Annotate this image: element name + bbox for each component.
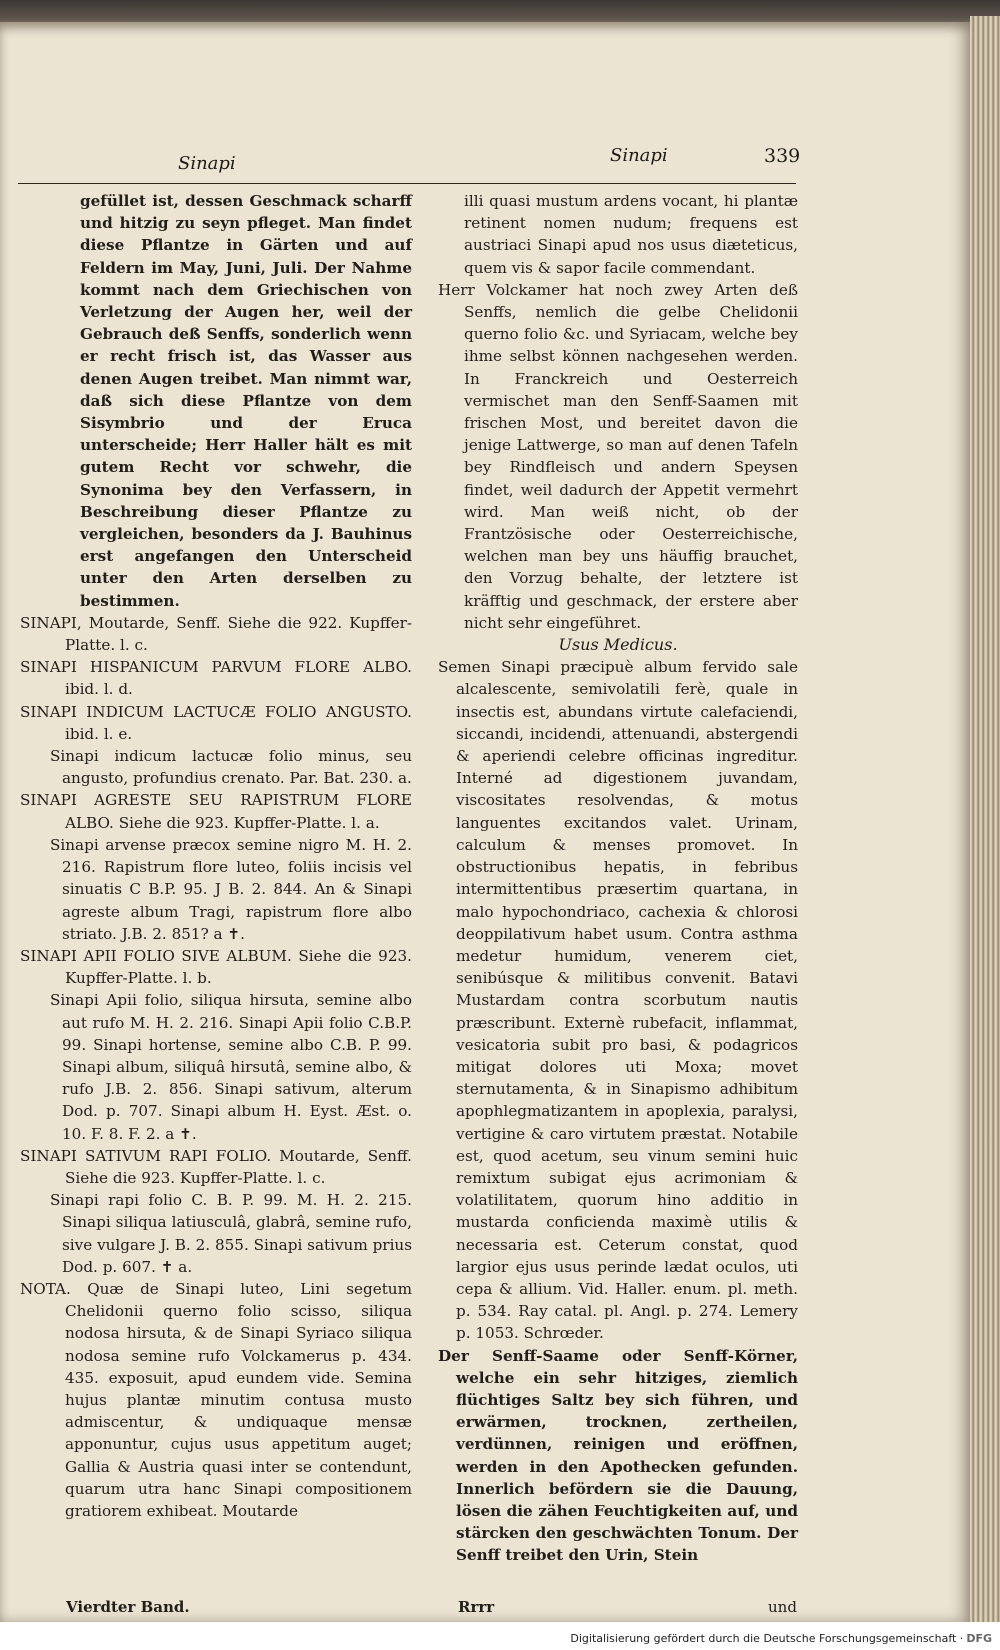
- credit-text: Digitalisierung gefördert durch die Deutsche Forschungsgemeinschaft ·: [570, 1632, 964, 1645]
- nota-paragraph: NOTA. Quæ de Sinapi luteo, Lini segetum Chelidonii querno folio scisso, siliqua nodosa hirsuta, & de Sinapi Syriaco siliqua nodosa semine rufo Volckamerus p. 434. 435. exposuit, apud eundem vide. Semina hujus plantæ minutim contusa musto admiscentur, & undiquaque mensæ apponuntur, cujus usus appetitum auget; Gallia & Austria quasi inter se contendunt, quarum utra hanc Sinapi compositionem gratiorem exhibeat. Moutarde: [20, 1279, 412, 1520]
- section-subtitle: Usus Medicus.: [558, 635, 678, 655]
- volume-signature: Vierdter Band.: [66, 1598, 190, 1616]
- page-stack-edge: [970, 16, 1000, 1628]
- synonym-paragraph: Sinapi rapi folio C. B. P. 99. M. H. 2. 215. Sinapi siliqua latiusculâ, glabrâ, semine rufo, sive vulgare J. B. 2. 855. Sinapi sativum prius Dod. p. 607. ✝ a.: [50, 1191, 412, 1276]
- page-header: [18, 145, 801, 185]
- synonym-paragraph: Sinapi arvense præcox semine nigro M. H. 2. 216. Rapistrum flore luteo, foliis incisis vel sinuatis C B.P. 95. J B. 2. 844. An & Sinapi agreste album Tragi, rapistrum flore albo striato. J.B. 2. 851? a ✝.: [50, 835, 412, 943]
- entry-heading: SINAPI, Moutarde, Senff. Siehe die 922. Kupffer-Platte. l. c.: [20, 613, 412, 655]
- entry-heading: SINAPI APII FOLIO SIVE ALBUM. Siehe die 923. Kupffer-Platte. l. b.: [20, 946, 412, 988]
- right-column: [438, 190, 798, 1567]
- entry-heading: SINAPI HISPANICUM PARVUM FLORE ALBO. ibid. l. d.: [20, 658, 412, 699]
- entry-heading: SINAPI AGRESTE SEU RAPISTRUM FLORE ALBO. Siehe die 923. Kupffer-Platte. l. a.: [20, 791, 412, 832]
- text-paragraph: Semen Sinapi præcipuè album fervido sale alcalescente, semivolatili ferè, quale in insectis est, abundans virtute calefaciendi, siccandi, incidendi, attenuandi, abstergendi & aperiendi celebre officinas ingreditur. Interné ad digestionem juvandam, viscositates resolvendas, & motus languentes excitandos valet. Urinam, calculum & menses promovet. In obstructionibus hepatis, in febribus intermittentibus præsertim quartana, in malo hypochondriaco, cachexia & chlorosi deoppilativum habet usum. Contra asthma medetur humidum, venerem ciet, senibúsque & militibus convenit. Batavi Mustardam contra scorbutum nautis præscribunt. Externè rubefacit, inflammat, vesicatoria subit pro basi, & podagricos mitigat dolores uti Moxa; movet sternutamenta, & in Sinapismo adhibitum apophlegmatizantem in apoplexia, paralysi, vertigine & caro virtutem præstat. Notabile est, quod acetum, seu vinum semini huic remixtum subigat ejus acrimoniam & volatilitatem, quorum hino additio in mustarda conficienda maximè utilis & necessaria est. Ceterum constat, quod largior ejus usus perinde lædat oculos, uti cepa & allium. Vid. Haller. enum. pl. meth. p. 534. Ray catal. pl. Angl. p. 274. Lemery p. 1053. Schrœder.: [438, 658, 798, 1343]
- gathering-signature: Rrrr: [458, 1598, 495, 1616]
- catchword: und: [768, 1598, 797, 1616]
- synonym-paragraph: Sinapi Apii folio, siliqua hirsuta, semine albo aut rufo M. H. 2. 216. Sinapi Apii folio C.B.P. 99. Sinapi hortense, semine albo C.B. P. 99. Sinapi album, siliquâ hirsutâ, semine albo, & rufo J.B. 2. 856. Sinapi sativum, alterum Dod. p. 707. Sinapi album H. Eyst. Æst. o. 10. F. 8. F. 2. a ✝.: [50, 991, 412, 1143]
- text-paragraph: illi quasi mustum ardens vocant, hi plantæ retinent nomen nudum; frequens est austriaci Sinapi apud nos usus diæteticus, quem vis & sapor facile commendant.: [464, 192, 798, 277]
- synonym-paragraph: Sinapi indicum lactucæ folio minus, seu angusto, profundius crenato. Par. Bat. 230. a.: [50, 747, 412, 788]
- page-number: 339: [764, 145, 801, 167]
- header-rule: [18, 183, 796, 184]
- entry-heading: SINAPI SATIVUM RAPI FOLIO. Moutarde, Senff. Siehe die 923. Kupffer-Platte. l. c.: [20, 1146, 412, 1187]
- running-title-left: Sinapi: [178, 153, 236, 174]
- dfg-logo: DFG: [966, 1632, 992, 1645]
- digitization-credit: [570, 1632, 992, 1645]
- left-column: [20, 190, 412, 1522]
- running-title-right: Sinapi: [610, 145, 668, 166]
- text-paragraph: Der Senff-Saame oder Senff-Körner, welche ein sehr hitziges, ziemlich flüchtiges Saltz bey sich führen, und erwärmen, trocknen, zertheilen, verdünnen, reinigen und eröffnen, werden in den Apothecken gefunden. Innerlich befördern sie die Dauung, lösen die zähen Feuchtigkeiten auf, und stärcken den geschwächten Tonum. Der Senff treibet den Urin, Stein: [438, 1346, 798, 1565]
- text-paragraph: Herr Volckamer hat noch zwey Arten deß Senffs, nemlich die gelbe Chelidonii querno folio &c. und Syriacam, welche bey ihme selbst können nachgesehen werden. In Franckreich und Oesterreich vermischet man den Senff-Saamen mit frischen Most, und bereitet davon die jenige Lattwerge, so man auf denen Tafeln bey Rindfleisch und andern Speysen findet, weil dadurch der Appetit vermehrt wird. Man weiß nicht, ob der Frantzösische oder Oesterreichische, welchen man bey uns häuffig brauchet, den Vorzug behalte, der letztere ist kräfftig und geschmack, der erstere aber nicht sehr eingeführet.: [438, 280, 798, 632]
- entry-heading: SINAPI INDICUM LACTUCÆ FOLIO ANGUSTO. ibid. l. e.: [20, 702, 412, 743]
- text-paragraph: gefüllet ist, dessen Geschmack scharff und hitzig zu seyn pfleget. Man findet diese Pflantze in Gärten und auf Feldern im May, Juni, Juli. Der Nahme kommt nach dem Griechischen von Verletzung der Augen her, weil der Gebrauch deß Senffs, sonderlich wenn er recht frisch ist, das Wasser aus denen Augen treibet. Man nimmt war, daß sich diese Pflantze von dem Sisymbrio und der Eruca unterscheide; Herr Haller hält es mit gutem Recht vor schwehr, die Synonima bey den Verfassern, in Beschreibung dieser Pflantze zu vergleichen, besonders da J. Bauhinus erst angefangen den Unterscheid unter den Arten derselben zu bestimmen.: [80, 192, 412, 610]
